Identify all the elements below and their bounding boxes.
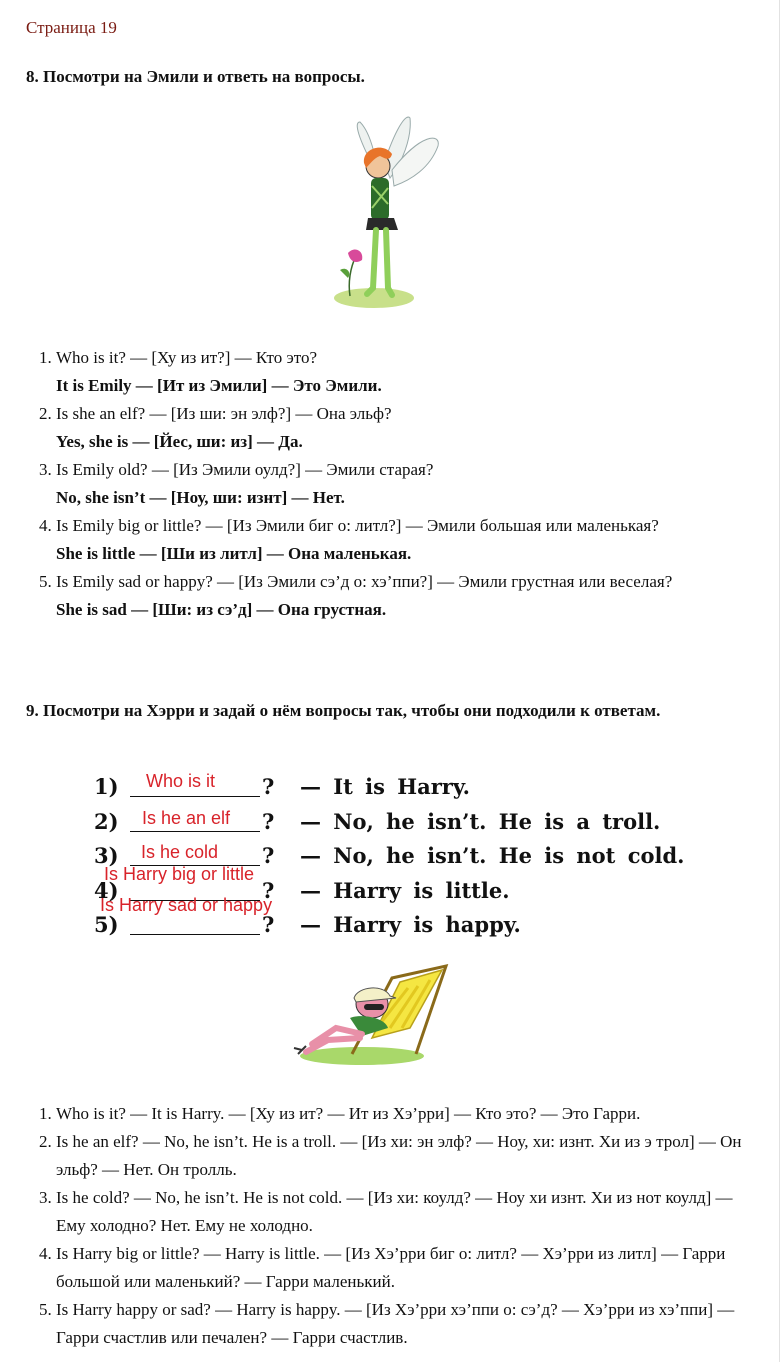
troll-harry-icon (292, 958, 450, 1068)
question-mark: ? (262, 774, 275, 799)
question-mark: ? (262, 877, 275, 903)
question-mark: ? (262, 808, 275, 834)
handwritten-answer: Who is it (146, 771, 216, 791)
list-item: 5. Is Harry happy or sad? — Harry is happy. — [Из Хэ’рри хэ’ппи о: сэ’д? — Хэ’рри из хэ’ппи] — Гарри счастлив или печален? — Гарри счастлив. (56, 1296, 766, 1352)
blank-line (130, 934, 260, 935)
row-answer: — Harry is happy. (300, 912, 521, 937)
question-text: Is Emily sad or happy? — [Из Эмили сэ’д о: хэ’ппи?] — Эмили грустная или веселая? (56, 572, 673, 591)
blank-line (130, 796, 260, 797)
row-number: 1) (94, 774, 119, 799)
list-item (56, 400, 746, 456)
exercise-8-title: 8. Посмотри на Эмили и ответь на вопросы. (26, 67, 365, 86)
list-item (56, 456, 746, 512)
right-border (779, 0, 780, 1362)
list-item (56, 512, 746, 568)
list-item (56, 344, 746, 400)
list-item: 2. Is he an elf? — No, he isn’t. He is a troll. — [Из хи: эн элф? — Ноу, хи: изнт. Хи из э трол] — Он эльф? — Нет. Он тролль. (56, 1128, 766, 1184)
blank-line (130, 831, 260, 832)
page-label: Страница 19 (26, 18, 117, 37)
question-mark: ? (262, 912, 275, 937)
list-item: 3. Is he cold? — No, he isn’t. He is not cold. — [Из хи: коулд? — Ноу хи изнт. Хи из нот коулд] — Ему холодно? Нет. Ему не холодно. (56, 1184, 766, 1240)
answer-text: Yes, she is — [Йес, ши: из] — Да. (56, 432, 303, 451)
question-text: Is Emily old? — [Из Эмили оулд?] — Эмили старая? (56, 460, 434, 479)
list-item: 4. Is Harry big or little? — Harry is little. — [Из Хэ’рри биг о: литл? — Хэ’рри из литл] — Гарри большой или маленький? — Гарри маленький. (56, 1240, 766, 1296)
question-text: Who is it? — [Ху из ит?] — Кто это? (56, 348, 318, 367)
handwritten-answer: Is he cold (141, 842, 219, 862)
answer-text: She is sad — [Ши: из сэ’д] — Она грустная. (56, 600, 387, 619)
list-item (56, 568, 746, 624)
row-answer: — No, he isn’t. He is not cold. (300, 843, 685, 868)
row-number: 2) (94, 808, 119, 834)
row-number: 3) (94, 843, 119, 868)
answer-text: She is little — [Ши из литл] — Она маленькая. (56, 544, 412, 563)
row-answer: — No, he isn’t. He is a troll. (300, 808, 661, 834)
list-item: 1. Who is it? — It is Harry. — [Ху из ит? — Ит из Хэ’рри] — Кто это? — Это Гарри. (56, 1100, 766, 1128)
exercise-8-list (26, 344, 746, 624)
question-text: Is Emily big or little? — [Из Эмили биг о: литл?] — Эмили большая или маленькая? (56, 516, 659, 535)
handwritten-answer: Is Harry big or little (104, 864, 255, 884)
row-number: 5) (94, 912, 119, 937)
row-number: 4) (94, 877, 119, 903)
answer-text: It is Emily — [Ит из Эмили] — Это Эмили. (56, 376, 382, 395)
fairy-emily-icon (326, 108, 446, 313)
row-answer: — It is Harry. (300, 774, 470, 799)
answer-text: No, she isn’t — [Ноу, ши: изнт] — Нет. (56, 488, 345, 507)
exercise-9-title: 9. Посмотри на Хэрри и задай о нём вопросы так, чтобы они подходили к ответам. (26, 701, 661, 720)
exercise-9-list (26, 1100, 766, 1352)
question-mark: ? (262, 843, 275, 868)
handwritten-answer: Is Harry sad or happy (100, 895, 273, 915)
handwritten-answer: Is he an elf (142, 808, 231, 828)
question-text: Is she an elf? — [Из ши: эн элф?] — Она эльф? (56, 404, 392, 423)
row-answer: — Harry is little. (300, 877, 510, 903)
